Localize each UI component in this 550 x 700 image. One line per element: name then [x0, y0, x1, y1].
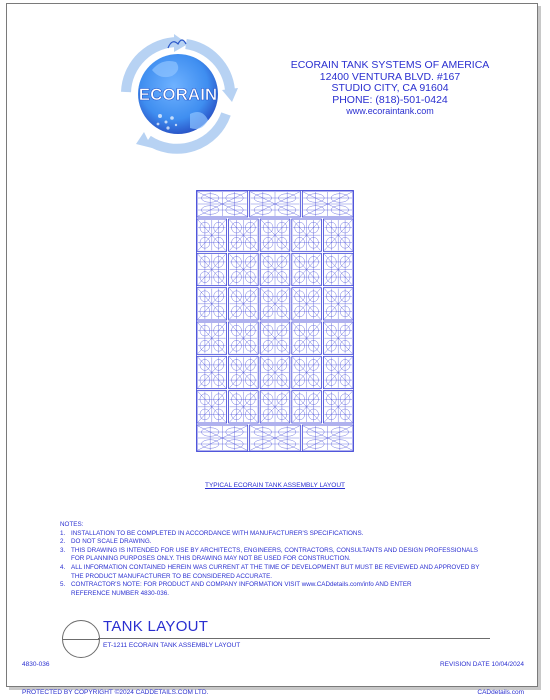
tank-module-pattern	[261, 289, 289, 319]
note-line: 4. ALL INFORMATION CONTAINED HEREIN WAS CURRENT AT THE TIME OF DEVELOPMENT BUT MUST BE REVIEWED AND APPROVED BY	[60, 563, 480, 571]
note-line: 5. CONTRACTOR'S NOTE: FOR PRODUCT AND COMPANY INFORMATION VISIT www.CADdetails.com/info AND ENTER	[60, 581, 412, 589]
revision-date: REVISION DATE 10/04/2024	[439, 661, 524, 668]
tank-module-pattern	[198, 323, 226, 353]
tank-module-pattern	[293, 357, 321, 387]
note-line: THE PRODUCT MANUFACTURER TO BE CONSIDERED ACCURATE.	[71, 572, 273, 580]
tank-module-pattern	[324, 254, 352, 284]
tank-module-pattern	[293, 254, 321, 284]
tank-module-pattern	[230, 392, 258, 422]
tank-module-pattern	[230, 254, 258, 284]
company-address-line2: STUDIO CITY, CA 91604	[331, 82, 449, 95]
company-info	[290, 60, 490, 118]
ecorain-logo	[108, 30, 248, 160]
drawing-number: 4830-036	[22, 661, 50, 668]
note-line: FOR PLANNING PURPOSES ONLY. THIS DRAWING MAY NOT BE USED FOR CONSTRUCTION.	[71, 555, 351, 563]
tank-module-pattern	[198, 220, 226, 250]
tank-module-pattern	[324, 289, 352, 319]
tank-module-pattern	[261, 323, 289, 353]
tank-module-pattern	[198, 426, 247, 450]
notes-list	[60, 530, 500, 599]
drawing-subtitle: ET-1211 ECORAIN TANK ASSEMBLY LAYOUT	[103, 642, 241, 649]
drawing-title: TANK LAYOUT	[103, 618, 209, 635]
tank-module-pattern	[198, 192, 247, 216]
copyright-notice: PROTECTED BY COPYRIGHT ©2024 CADDETAILS.COM LTD.	[22, 689, 209, 696]
tank-module-pattern	[293, 392, 321, 422]
tank-module-pattern	[230, 323, 258, 353]
tank-module-pattern	[198, 289, 226, 319]
caddetails-link[interactable]: CADdetails.com	[477, 689, 524, 696]
note-line: REFERENCE NUMBER 4830-036.	[71, 589, 169, 597]
tank-module-pattern	[251, 192, 300, 216]
tank-module-pattern	[324, 357, 352, 387]
company-phone: PHONE: (818)-501-0424	[332, 93, 448, 106]
tank-module-pattern	[293, 289, 321, 319]
title-bubble	[62, 620, 100, 658]
tank-module-pattern	[198, 392, 226, 422]
tank-module-pattern	[198, 357, 226, 387]
tank-module-pattern	[230, 220, 258, 250]
tank-module-pattern	[293, 323, 321, 353]
tank-module-pattern	[324, 220, 352, 250]
notes-section	[60, 521, 500, 598]
tank-module-pattern	[198, 254, 226, 284]
logo-wordmark: ECORAIN	[138, 85, 218, 104]
tank-assembly-drawing	[196, 190, 354, 452]
company-address-line1: 12400 VENTURA BLVD. #167	[319, 70, 461, 83]
title-underline	[98, 638, 490, 639]
tank-module-pattern	[261, 220, 289, 250]
tank-module-pattern	[324, 323, 352, 353]
drawing-caption: TYPICAL ECORAIN TANK ASSEMBLY LAYOUT	[204, 482, 346, 489]
tank-module-pattern	[324, 392, 352, 422]
tank-module-pattern	[293, 220, 321, 250]
tank-module-pattern	[261, 392, 289, 422]
tank-module-pattern	[261, 254, 289, 284]
note-line: 2. DO NOT SCALE DRAWING.	[60, 538, 152, 546]
tank-module-pattern	[251, 426, 300, 450]
company-name: ECORAIN TANK SYSTEMS OF AMERICA	[290, 59, 490, 71]
company-website[interactable]: www.ecoraintank.com	[346, 106, 434, 117]
note-line: 1. INSTALLATION TO BE COMPLETED IN ACCORDANCE WITH MANUFACTURER'S SPECIFICATIONS.	[60, 529, 364, 537]
tank-module-pattern	[261, 357, 289, 387]
tank-module-pattern	[303, 426, 352, 450]
tank-module-pattern	[230, 357, 258, 387]
tank-module-pattern	[230, 289, 258, 319]
tank-module-pattern	[303, 192, 352, 216]
notes-heading: NOTES:	[60, 521, 84, 528]
note-line: 3. THIS DRAWING IS INTENDED FOR USE BY ARCHITECTS, ENGINEERS, CONTRACTORS, CONSULTANTS AND DESIGN PROFESSIONALS	[60, 546, 478, 554]
